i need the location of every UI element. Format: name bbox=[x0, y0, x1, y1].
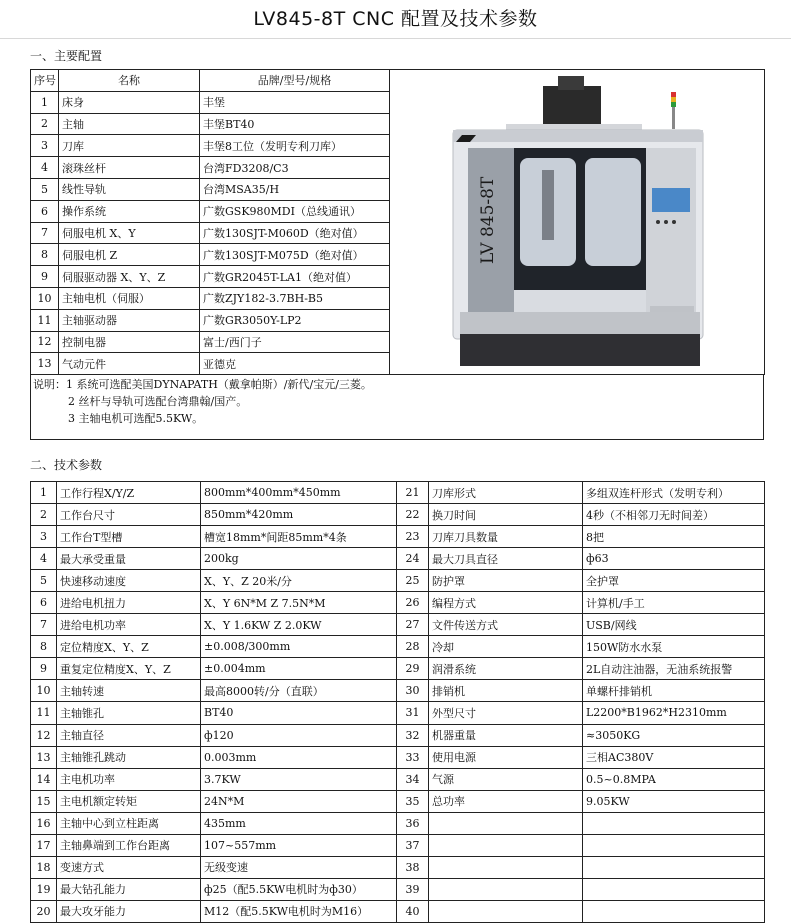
config-name: 伺服驱动器 X、Y、Z bbox=[59, 266, 200, 288]
spec-no: 33 bbox=[397, 746, 429, 768]
spec-row bbox=[31, 548, 765, 570]
spec-value: 24N*M bbox=[201, 790, 397, 812]
spec-value: 计算机/手工 bbox=[583, 592, 765, 614]
config-header-cell: 序号 bbox=[31, 70, 59, 92]
spec-name bbox=[429, 834, 583, 856]
spec-no: 36 bbox=[397, 812, 429, 834]
spec-name: 最大攻牙能力 bbox=[57, 900, 201, 922]
spec-name: 换刀时间 bbox=[429, 504, 583, 526]
spec-row bbox=[31, 900, 765, 922]
config-spec: 台湾FD3208/C3 bbox=[200, 157, 390, 179]
spec-name: 刀库形式 bbox=[429, 482, 583, 504]
title-bar bbox=[0, 0, 791, 39]
spec-name bbox=[429, 878, 583, 900]
spec-value: L2200*B1962*H2310mm bbox=[583, 702, 765, 724]
spec-value bbox=[583, 812, 765, 834]
config-notes bbox=[30, 374, 764, 440]
signal-light-icon bbox=[671, 92, 676, 97]
spec-no: 31 bbox=[397, 702, 429, 724]
spec-value: 800mm*400mm*450mm bbox=[201, 482, 397, 504]
spec-name: 冷却 bbox=[429, 636, 583, 658]
config-spec: 台湾MSA35/H bbox=[200, 178, 390, 200]
spec-value: ±0.004mm bbox=[201, 658, 397, 680]
spec-no: 6 bbox=[31, 592, 57, 614]
spec-row bbox=[31, 636, 765, 658]
spec-name: 工作台T型槽 bbox=[57, 526, 201, 548]
spec-no: 14 bbox=[31, 768, 57, 790]
spec-name: 最大承受重量 bbox=[57, 548, 201, 570]
config-no: 3 bbox=[31, 135, 59, 157]
spec-row bbox=[31, 724, 765, 746]
spec-name: 工作台尺寸 bbox=[57, 504, 201, 526]
machine-photo-cell bbox=[390, 70, 765, 375]
spec-name: 进给电机扭力 bbox=[57, 592, 201, 614]
spec-value bbox=[583, 878, 765, 900]
config-no: 11 bbox=[31, 309, 59, 331]
spec-no: 40 bbox=[397, 900, 429, 922]
config-no: 4 bbox=[31, 157, 59, 179]
spec-no: 25 bbox=[397, 570, 429, 592]
spec-no: 19 bbox=[31, 878, 57, 900]
section-heading-specs: 二、技术参数 bbox=[30, 458, 103, 472]
config-name: 伺服电机 X、Y bbox=[59, 222, 200, 244]
machine-image bbox=[390, 72, 763, 372]
spec-no: 10 bbox=[31, 680, 57, 702]
spec-no: 37 bbox=[397, 834, 429, 856]
spec-no: 2 bbox=[31, 504, 57, 526]
control-screen bbox=[652, 188, 690, 212]
spec-no: 1 bbox=[31, 482, 57, 504]
spec-value: 150W防水水泵 bbox=[583, 636, 765, 658]
spec-name: 最大刀具直径 bbox=[429, 548, 583, 570]
spec-no: 16 bbox=[31, 812, 57, 834]
spec-name: 主轴中心到立柱距离 bbox=[57, 812, 201, 834]
config-name: 主轴 bbox=[59, 113, 200, 135]
spindle-column bbox=[543, 86, 601, 126]
spec-value: 200kg bbox=[201, 548, 397, 570]
spec-name: 主轴鼻端到工作台距离 bbox=[57, 834, 201, 856]
spec-name: 主电机额定转矩 bbox=[57, 790, 201, 812]
control-panel bbox=[646, 148, 696, 312]
spec-value: ±0.008/300mm bbox=[201, 636, 397, 658]
spec-row bbox=[31, 768, 765, 790]
spec-value: 无级变速 bbox=[201, 856, 397, 878]
section-heading-config: 一、主要配置 bbox=[30, 49, 103, 63]
spec-row bbox=[31, 592, 765, 614]
note-line: 2 丝杆与导轨可选配台湾鼎翰/国产。 bbox=[68, 395, 248, 408]
config-no: 6 bbox=[31, 200, 59, 222]
spec-value: 3.7KW bbox=[201, 768, 397, 790]
spec-value: ф63 bbox=[583, 548, 765, 570]
machine-model-label: LV 845-8T bbox=[478, 176, 498, 265]
config-spec: 丰堡 bbox=[200, 91, 390, 113]
spec-no: 8 bbox=[31, 636, 57, 658]
spec-name: 快速移动速度 bbox=[57, 570, 201, 592]
spec-row bbox=[31, 526, 765, 548]
config-name: 线性导轨 bbox=[59, 178, 200, 200]
spec-row bbox=[31, 878, 765, 900]
spec-value: X、Y 1.6KW Z 2.0KW bbox=[201, 614, 397, 636]
config-spec: 丰堡8工位（发明专利刀库） bbox=[200, 135, 390, 157]
spec-value: 最高8000转/分（直联） bbox=[201, 680, 397, 702]
config-table bbox=[30, 69, 765, 375]
config-header-cell: 品牌/型号/规格 bbox=[200, 70, 390, 92]
spec-value: 多组双连杆形式（发明专利） bbox=[583, 482, 765, 504]
config-name: 伺服电机 Z bbox=[59, 244, 200, 266]
spec-row bbox=[31, 812, 765, 834]
spec-value: 2L自动注油器，无油系统报警 bbox=[583, 658, 765, 680]
spec-no: 38 bbox=[397, 856, 429, 878]
spec-value: 435mm bbox=[201, 812, 397, 834]
spec-row bbox=[31, 570, 765, 592]
spec-name: 主轴锥孔跳动 bbox=[57, 746, 201, 768]
config-header-cell: 名称 bbox=[59, 70, 200, 92]
config-spec: 广数GR3050Y-LP2 bbox=[200, 309, 390, 331]
spec-value: 单螺杆排销机 bbox=[583, 680, 765, 702]
config-spec: 富士/西门子 bbox=[200, 331, 390, 353]
spec-name: 总功率 bbox=[429, 790, 583, 812]
spec-no: 4 bbox=[31, 548, 57, 570]
spec-no: 7 bbox=[31, 614, 57, 636]
config-name: 气动元件 bbox=[59, 353, 200, 375]
config-no: 10 bbox=[31, 287, 59, 309]
spec-no: 11 bbox=[31, 702, 57, 724]
config-no: 5 bbox=[31, 178, 59, 200]
spec-no: 34 bbox=[397, 768, 429, 790]
spec-row bbox=[31, 746, 765, 768]
spec-name: 最大钻孔能力 bbox=[57, 878, 201, 900]
spec-name: 排销机 bbox=[429, 680, 583, 702]
spec-name: 进给电机功率 bbox=[57, 614, 201, 636]
spec-no: 30 bbox=[397, 680, 429, 702]
spec-name: 定位精度X、Y、Z bbox=[57, 636, 201, 658]
spec-name: 主电机功率 bbox=[57, 768, 201, 790]
spec-row bbox=[31, 504, 765, 526]
spec-value: BT40 bbox=[201, 702, 397, 724]
spec-value bbox=[583, 834, 765, 856]
spec-row bbox=[31, 658, 765, 680]
spec-name: 使用电源 bbox=[429, 746, 583, 768]
config-no: 12 bbox=[31, 331, 59, 353]
spec-no: 9 bbox=[31, 658, 57, 680]
spec-no: 18 bbox=[31, 856, 57, 878]
spec-value: 4秒（不相邻刀无时间差） bbox=[583, 504, 765, 526]
spec-name: 外型尺寸 bbox=[429, 702, 583, 724]
note-line: 说明：1 系统可选配美国DYNAPATH（戴拿帕斯）/新代/宝元/三菱。 bbox=[33, 378, 372, 391]
spec-value bbox=[583, 856, 765, 878]
config-no: 9 bbox=[31, 266, 59, 288]
spec-table bbox=[30, 481, 765, 923]
config-name: 刀库 bbox=[59, 135, 200, 157]
machine-base bbox=[460, 334, 700, 366]
config-name: 主轴驱动器 bbox=[59, 309, 200, 331]
spec-name: 机器重量 bbox=[429, 724, 583, 746]
spec-row bbox=[31, 834, 765, 856]
spec-row bbox=[31, 790, 765, 812]
spec-name bbox=[429, 856, 583, 878]
spec-value: X、Y 6N*M Z 7.5N*M bbox=[201, 592, 397, 614]
spec-no: 27 bbox=[397, 614, 429, 636]
spec-no: 24 bbox=[397, 548, 429, 570]
spec-value: 9.05KW bbox=[583, 790, 765, 812]
spec-no: 23 bbox=[397, 526, 429, 548]
spec-no: 35 bbox=[397, 790, 429, 812]
config-spec: 广数ZJY182-3.7BH-B5 bbox=[200, 287, 390, 309]
spec-name: 重复定位精度X、Y、Z bbox=[57, 658, 201, 680]
spec-value: 0.5~0.8MPA bbox=[583, 768, 765, 790]
spec-name: 变速方式 bbox=[57, 856, 201, 878]
config-name: 床身 bbox=[59, 91, 200, 113]
config-name: 操作系统 bbox=[59, 200, 200, 222]
config-spec: 丰堡BT40 bbox=[200, 113, 390, 135]
spec-name: 文件传送方式 bbox=[429, 614, 583, 636]
spec-row bbox=[31, 482, 765, 504]
spec-row bbox=[31, 614, 765, 636]
spec-value: 850mm*420mm bbox=[201, 504, 397, 526]
config-header-row bbox=[31, 70, 765, 92]
config-name: 滚珠丝杆 bbox=[59, 157, 200, 179]
config-name: 控制电器 bbox=[59, 331, 200, 353]
spec-row bbox=[31, 680, 765, 702]
spec-row bbox=[31, 856, 765, 878]
spec-value: ф25（配5.5KW电机时为ф30） bbox=[201, 878, 397, 900]
spec-name: 主轴直径 bbox=[57, 724, 201, 746]
config-no: 13 bbox=[31, 353, 59, 375]
config-spec: 广数130SJT-M075D（绝对值） bbox=[200, 244, 390, 266]
config-name: 主轴电机（伺服） bbox=[59, 287, 200, 309]
spec-name: 主轴转速 bbox=[57, 680, 201, 702]
spec-no: 13 bbox=[31, 746, 57, 768]
spec-no: 17 bbox=[31, 834, 57, 856]
config-no: 7 bbox=[31, 222, 59, 244]
page-title: LV845-8T CNC 配置及技术参数 bbox=[253, 8, 538, 30]
config-spec: 亚德克 bbox=[200, 353, 390, 375]
spec-no: 3 bbox=[31, 526, 57, 548]
spec-name: 刀库刀具数量 bbox=[429, 526, 583, 548]
spec-no: 15 bbox=[31, 790, 57, 812]
spec-value: 三相AC380V bbox=[583, 746, 765, 768]
spec-value: 0.003mm bbox=[201, 746, 397, 768]
spec-row bbox=[31, 702, 765, 724]
spec-no: 12 bbox=[31, 724, 57, 746]
spec-value: 8把 bbox=[583, 526, 765, 548]
spec-value: X、Y、Z 20米/分 bbox=[201, 570, 397, 592]
note-line: 3 主轴电机可选配5.5KW。 bbox=[68, 412, 204, 425]
spec-no: 39 bbox=[397, 878, 429, 900]
spec-name: 润滑系统 bbox=[429, 658, 583, 680]
spec-no: 32 bbox=[397, 724, 429, 746]
spec-name: 工作行程X/Y/Z bbox=[57, 482, 201, 504]
spec-value: ≈3050KG bbox=[583, 724, 765, 746]
spec-no: 26 bbox=[397, 592, 429, 614]
spec-no: 29 bbox=[397, 658, 429, 680]
spec-value: 槽宽18mm*间距85mm*4条 bbox=[201, 526, 397, 548]
spec-name: 主轴锥孔 bbox=[57, 702, 201, 724]
spec-value: 107~557mm bbox=[201, 834, 397, 856]
config-spec: 广数GSK980MDI（总线通讯） bbox=[200, 200, 390, 222]
spec-no: 22 bbox=[397, 504, 429, 526]
spec-value bbox=[583, 900, 765, 922]
config-no: 2 bbox=[31, 113, 59, 135]
config-no: 1 bbox=[31, 91, 59, 113]
config-spec: 广数130SJT-M060D（绝对值） bbox=[200, 222, 390, 244]
spec-value: 全护罩 bbox=[583, 570, 765, 592]
spec-value: ф120 bbox=[201, 724, 397, 746]
spec-name bbox=[429, 812, 583, 834]
spec-no: 5 bbox=[31, 570, 57, 592]
spec-name: 防护罩 bbox=[429, 570, 583, 592]
spec-no: 20 bbox=[31, 900, 57, 922]
spec-value: USB/网线 bbox=[583, 614, 765, 636]
spec-name: 气源 bbox=[429, 768, 583, 790]
spec-name bbox=[429, 900, 583, 922]
spec-value: M12（配5.5KW电机时为M16） bbox=[201, 900, 397, 922]
spec-no: 21 bbox=[397, 482, 429, 504]
config-no: 8 bbox=[31, 244, 59, 266]
spec-name: 编程方式 bbox=[429, 592, 583, 614]
spec-no: 28 bbox=[397, 636, 429, 658]
config-spec: 广数GR2045T-LA1（绝对值） bbox=[200, 266, 390, 288]
